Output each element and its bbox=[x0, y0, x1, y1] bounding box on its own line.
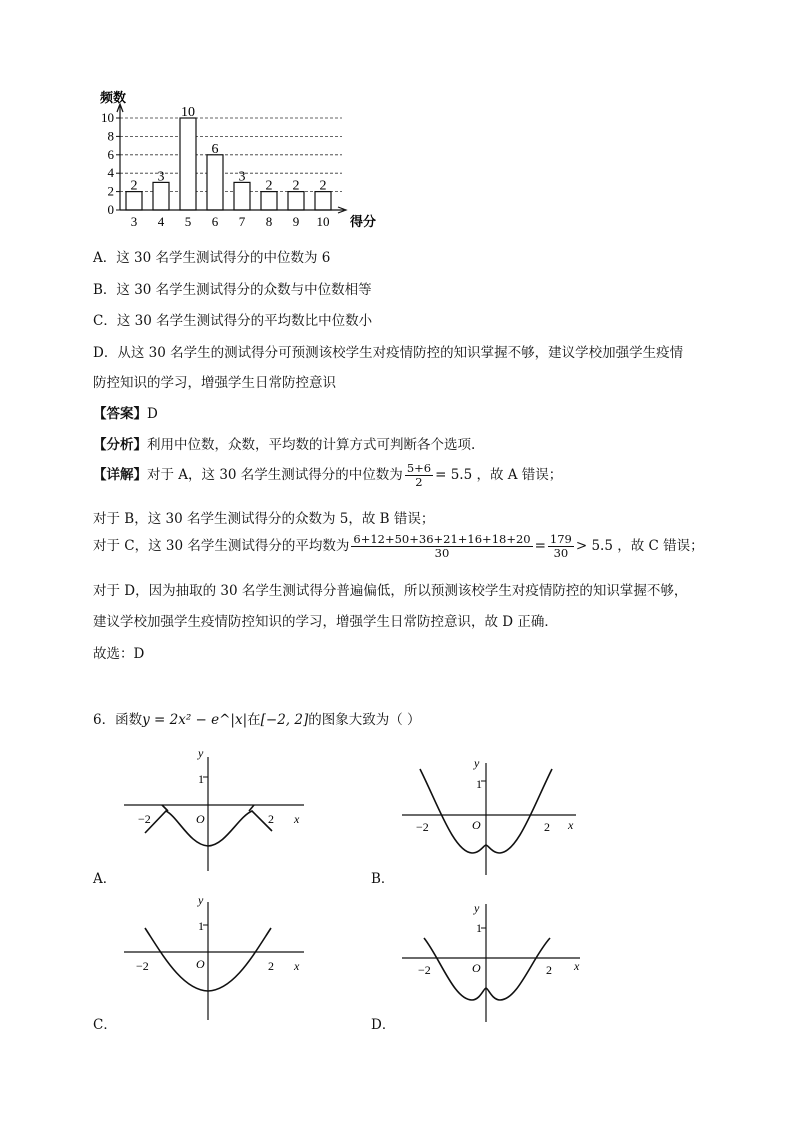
x-tick-label-9: 9 bbox=[292, 214, 300, 229]
y-tick-label-4: 4 bbox=[107, 165, 114, 181]
mean-fraction-numerator: 6+12+50+36+21+16+18+20 bbox=[353, 532, 531, 546]
graph-d-neg-two-label: −2 bbox=[418, 963, 431, 977]
q6-stem bbox=[93, 711, 421, 729]
bar-6 bbox=[207, 155, 223, 210]
q5-answer bbox=[93, 405, 158, 423]
median-fraction-numerator: 5+6 bbox=[406, 461, 432, 475]
q5-analysis bbox=[93, 436, 475, 454]
graph-c-y-label: y bbox=[198, 893, 204, 907]
graph-d-origin-label: O bbox=[472, 961, 481, 975]
mean-fraction-simplified bbox=[548, 533, 574, 560]
x-tick-label-10: 10 bbox=[316, 214, 330, 229]
bar-7 bbox=[234, 182, 250, 210]
graph-d-one-label: 1 bbox=[476, 921, 482, 935]
x-tick-label-7: 7 bbox=[238, 214, 246, 229]
graph-b-y-label: y bbox=[474, 757, 480, 770]
bar-5 bbox=[180, 118, 196, 210]
graph-a-two-label: 2 bbox=[268, 812, 274, 826]
q6-interval: [−2, 2] bbox=[260, 712, 309, 728]
y-tick-label-10: 10 bbox=[101, 110, 114, 125]
q5-option-d-line2: 防控知识的学习，增强学生日常防控意识 bbox=[93, 375, 336, 391]
analysis-text: 利用中位数，众数，平均数的计算方式可判断各个选项. bbox=[147, 437, 476, 453]
q5-detail-d-line1: 对于 D，因为抽取的 30 名学生测试得分普遍偏低，所以预测该校学生对疫情防控的知识掌握不够， bbox=[93, 583, 688, 599]
q5-option-b: B．这 30 名学生测试得分的众数与中位数相等 bbox=[93, 282, 372, 298]
detail-c-text: 对于 C，这 30 名学生测试得分的平均数为 bbox=[93, 538, 350, 554]
y-tick-label-2: 2 bbox=[107, 183, 114, 199]
mean-fraction-denominator: 30 bbox=[351, 546, 532, 560]
graph-c-x-label: x bbox=[294, 959, 300, 973]
x-tick-label-3: 3 bbox=[130, 214, 138, 229]
graph-a-neg-two-label: −2 bbox=[138, 812, 151, 826]
bar-3 bbox=[126, 192, 142, 210]
graph-b-neg-two-label: −2 bbox=[416, 820, 429, 834]
mean-fraction bbox=[351, 533, 532, 560]
median-fraction-denominator: 2 bbox=[405, 475, 433, 489]
bar-value-label-3: 2 bbox=[130, 178, 138, 194]
graph-option-a-label: A． bbox=[93, 871, 117, 887]
q6-number: 6．函数 bbox=[93, 712, 143, 728]
bar-8 bbox=[261, 192, 277, 210]
graph-option-b-label: B． bbox=[371, 871, 395, 887]
mean-equals: = bbox=[534, 538, 546, 554]
y-tick-label-6: 6 bbox=[107, 146, 114, 162]
bar-value-label-4: 3 bbox=[157, 169, 165, 185]
graph-d-x-label: x bbox=[574, 959, 580, 973]
bar-value-label-10: 2 bbox=[319, 178, 327, 194]
bar-4 bbox=[153, 182, 169, 210]
graph-option-d-label: D． bbox=[371, 1017, 396, 1033]
graph-a-one-label: 1 bbox=[198, 772, 204, 786]
chart-y-axis-label: 频数 bbox=[100, 90, 127, 105]
y-tick-label-0: 0 bbox=[107, 202, 114, 217]
bar-value-label-7: 3 bbox=[238, 169, 246, 185]
q6-stem-mid: 在 bbox=[247, 712, 261, 728]
x-tick-label-8: 8 bbox=[265, 214, 273, 229]
mean-simplified-numerator: 179 bbox=[549, 532, 572, 546]
q5-option-d-line1: D．从这 30 名学生的测试得分可预测该校学生对疫情防控的知识掌握不够，建议学校加强学生疫情 bbox=[93, 345, 684, 361]
q5-detail-a bbox=[93, 462, 562, 489]
detail-tag: 【详解】 bbox=[93, 467, 147, 483]
graph-d-two-label: 2 bbox=[546, 963, 552, 977]
graph-b-two-label: 2 bbox=[544, 820, 550, 834]
q5-detail-c bbox=[93, 533, 704, 560]
graph-d-y-label: y bbox=[474, 901, 480, 915]
bar-9 bbox=[288, 192, 304, 210]
detail-a-text: 对于 A，这 30 名学生测试得分的中位数为 bbox=[147, 467, 403, 483]
bar-value-label-6: 6 bbox=[211, 141, 219, 157]
q6-function: y = 2x² − e^|x| bbox=[142, 712, 248, 728]
chart-x-axis-label: 得分 bbox=[350, 214, 377, 229]
graph-c-one-label: 1 bbox=[198, 919, 204, 933]
x-tick-label-5: 5 bbox=[184, 214, 192, 229]
bar-value-label-9: 2 bbox=[292, 178, 300, 194]
graph-option-a bbox=[118, 745, 318, 875]
graph-c-origin-label: O bbox=[196, 957, 205, 971]
graph-a-y-label: y bbox=[198, 746, 204, 760]
q6-stem-end: 的图象大致为（ ） bbox=[308, 712, 421, 728]
x-tick-label-6: 6 bbox=[211, 214, 219, 229]
graph-b-one-label: 1 bbox=[476, 777, 482, 791]
q5-conclusion: 故选：D bbox=[93, 646, 145, 662]
q5-option-c: C．这 30 名学生测试得分的平均数比中位数小 bbox=[93, 313, 373, 329]
bar-value-label-8: 2 bbox=[265, 178, 273, 194]
x-tick-label-4: 4 bbox=[157, 214, 165, 229]
y-tick-label-8: 8 bbox=[107, 128, 114, 144]
bar-10 bbox=[315, 192, 331, 210]
chart-bars bbox=[126, 105, 331, 210]
detail-a-result: = 5.5 ，故 A 错误； bbox=[435, 467, 563, 483]
chart-gridlines bbox=[120, 118, 342, 192]
graph-c-neg-two-label: −2 bbox=[136, 959, 149, 973]
graph-option-b bbox=[398, 757, 588, 877]
answer-tag: 【答案】 bbox=[93, 406, 147, 422]
graph-b-origin-label: O bbox=[472, 818, 481, 832]
graph-option-d bbox=[398, 896, 588, 1026]
graph-b-x-label: x bbox=[568, 818, 574, 832]
q5-detail-d-line2: 建议学校加强学生疫情防控知识的学习，增强学生日常防控意识，故 D 正确． bbox=[93, 614, 558, 630]
graph-a-x-label: x bbox=[294, 812, 300, 826]
graph-c-two-label: 2 bbox=[268, 959, 274, 973]
answer-value: D bbox=[147, 406, 158, 422]
detail-c-result: > 5.5 ，故 C 错误； bbox=[575, 538, 704, 554]
median-fraction bbox=[405, 462, 433, 489]
mean-simplified-denominator: 30 bbox=[548, 546, 574, 560]
q5-option-a: A．这 30 名学生测试得分的中位数为 6 bbox=[93, 250, 331, 266]
frequency-bar-chart bbox=[92, 88, 392, 233]
bar-value-label-5: 10 bbox=[181, 105, 195, 120]
q5-detail-b: 对于 B，这 30 名学生测试得分的众数为 5，故 B 错误； bbox=[93, 511, 435, 527]
graph-a-origin-label: O bbox=[196, 812, 205, 826]
graph-option-c bbox=[118, 892, 318, 1022]
graph-option-c-label: C． bbox=[93, 1017, 117, 1033]
analysis-tag: 【分析】 bbox=[93, 437, 147, 453]
